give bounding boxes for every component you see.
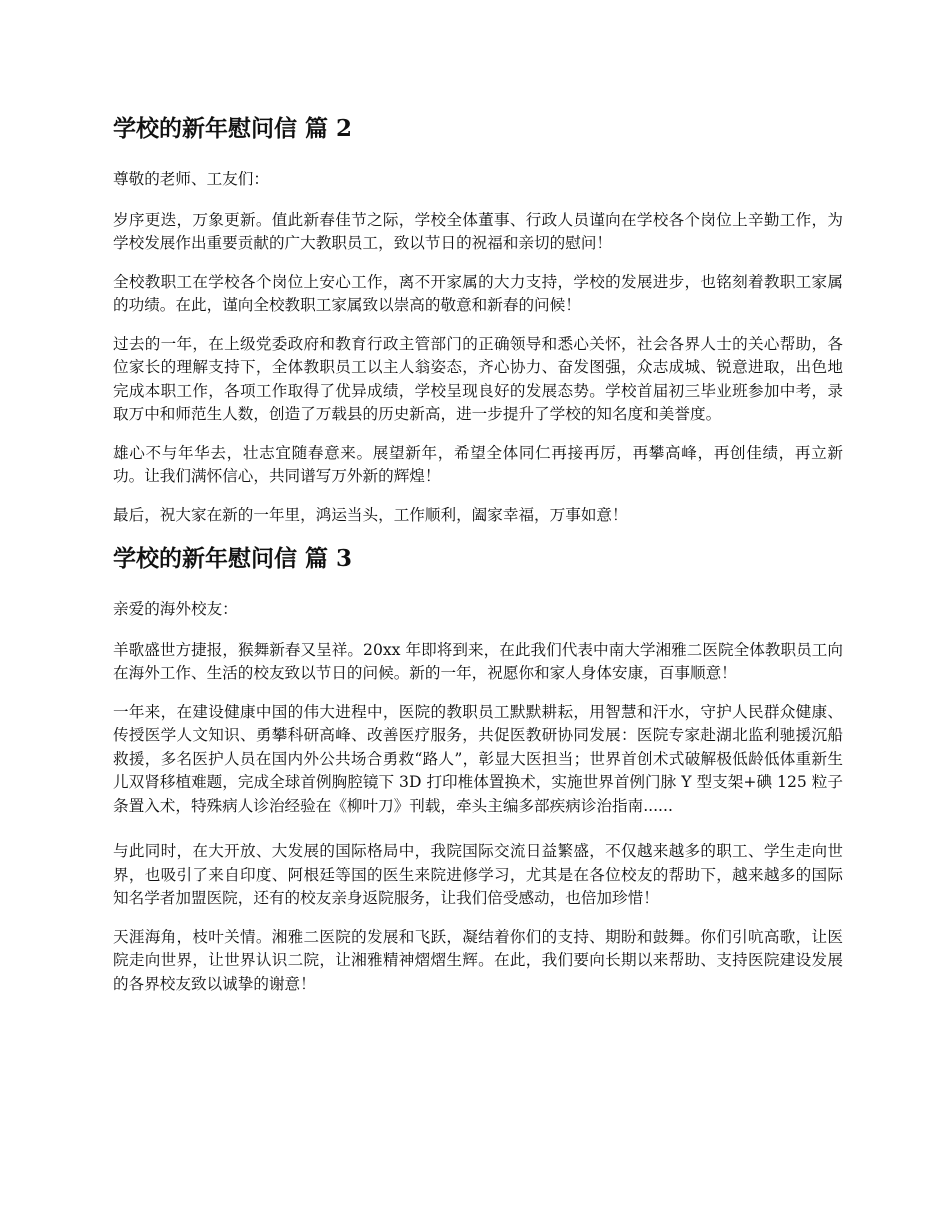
paragraph: 全校教职工在学校各个岗位上安心工作，离不开家属的大力支持，学校的发展进步，也铭刻着教职工家属的功绩。在此，谨向全校教职工家属致以崇高的敬意和新春的问候！ [113,272,843,314]
paragraph: 羊歌盛世方捷报，猴舞新春又呈祥。20xx 年即将到来，在此我们代表中南大学湘雅二医院全体教职员工向在海外工作、生活的校友致以节日的问候。新的一年，祝愿你和家人身体安康，百事顺意！ [113,640,843,682]
paragraph: 过去的一年，在上级党委政府和教育行政主管部门的正确领导和悉心关怀，社会各界人士的关心帮助，各位家长的理解支持下，全体教职员工以主人翁姿态，齐心协力、奋发图强，众志成城、锐意进取，出色地完成本职工作，各项工作取得了优异成绩，学校呈现良好的发展态势。学校首届初三毕业班参加中考，录取万中和师范生人数，创造了万载县的历史新高，进一步提升了学校的知名度和美誉度。 [113,334,843,423]
paragraph: 一年来，在建设健康中国的伟大进程中，医院的教职员工默默耕耘，用智慧和汗水，守护人民群众健康、传授医学人文知识、勇攀科研高峰、改善医疗服务，共促医教研协同发展：医院专家赴湖北监利驰援沉船救援，多名医护人员在国内外公共场合勇救“路人”，彰显大医担当；世界首创术式破解极低龄低体重新生儿双肾移植难题，完成全球首例胸腔镜下 3D 打印椎体置换术，实施世界首例门脉 Y 型支架+碘 125 粒子条置入术，特殊病人诊治经验在《柳叶刀》刊载，牵头主编多部疾病诊治指南...... [113,702,843,815]
paragraph: 天涯海角，枝叶关情。湘雅二医院的发展和飞跃，凝结着你们的支持、期盼和鼓舞。你们引吭高歌，让医院走向世界，让世界认识二院，让湘雅精神熠熠生辉。在此，我们要向长期以来帮助、支持医院建设发展的各界校友致以诚挚的谢意！ [113,927,843,993]
greeting: 亲爱的海外校友： [113,600,238,618]
section-title: 学校的新年慰问信 篇 2 [113,115,353,142]
greeting: 尊敬的老师、工友们： [113,170,269,188]
letter-section-3 [113,542,843,996]
document-page [113,112,843,1011]
section-title: 学校的新年慰问信 篇 3 [113,545,353,572]
paragraph: 雄心不与年华去，壮志宜随春意来。展望新年，希望全体同仁再接再厉，再攀高峰，再创佳绩，再立新功。让我们满怀信心，共同谱写万外新的辉煌！ [113,443,843,485]
paragraph: 最后，祝大家在新的一年里，鸿运当头，工作顺利，阖家幸福，万事如意！ [113,505,628,524]
paragraph: 与此同时，在大开放、大发展的国际格局中，我院国际交流日益繁盛，不仅越来越多的职工、学生走向世界，也吸引了来自印度、阿根廷等国的医生来院进修学习，尤其是在各位校友的帮助下，越来越多的国际知名学者加盟医院，还有的校友亲身返院服务，让我们倍受感动，也倍加珍惜！ [113,842,843,907]
paragraph: 岁序更迭，万象更新。值此新春佳节之际，学校全体董事、行政人员谨向在学校各个岗位上辛勤工作，为学校发展作出重要贡献的广大教职员工，致以节日的祝福和亲切的慰问！ [113,210,843,252]
letter-section-2 [113,112,843,527]
